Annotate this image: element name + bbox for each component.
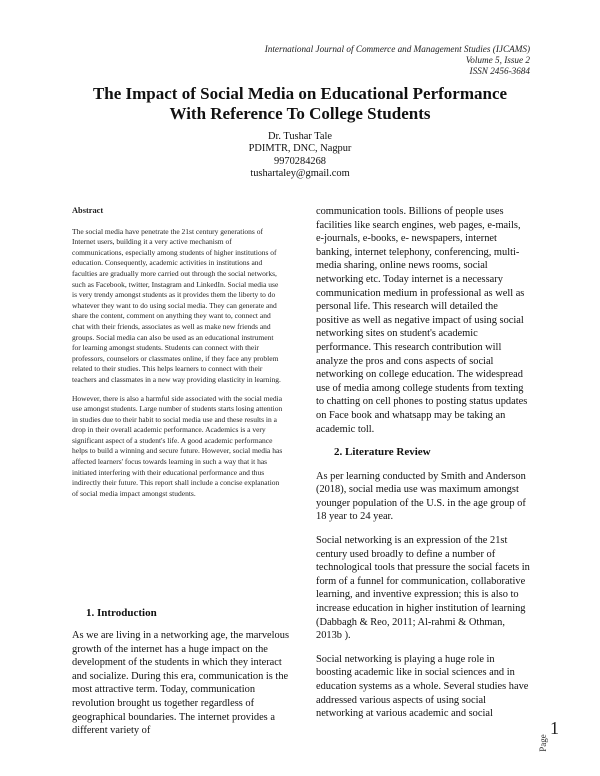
paper-title bbox=[60, 84, 540, 124]
literature-paragraph-3: Social networking is playing a huge role in boosting academic like in social sciences and in education systems as a whole. Several studies have addressed various aspects of using social networking at various academic and social bbox=[316, 653, 529, 720]
intro-continuation-paragraph: communication tools. Billions of people uses facilities like search engines, web pages, e-mails, e-journals, e-books, e- newspapers, internet banking, internet telephony, conferencing, multi-media sharing, online news rooms, social networking etc. Today internet is a necessary communication medium in professional as well as personal life. This research will detailed the positive as well as negative impact of using social networking sites on student's academic performance. This research contribution will analyze the pros and cons aspects of social networking on college education. The widespread use of media among college students from texting to chatting on cell phones to posting status updates on Face book and whatsapp may be taking an academic toll. bbox=[316, 206, 528, 435]
author-block bbox=[60, 131, 540, 181]
literature-review-heading: 2. Literature Review bbox=[334, 446, 431, 459]
abstract-paragraph-2: However, there is also a harmful side associated with the social media use amongst students. Large number of students starts losing attention in studies due to their habit to social media use and these results in a drop in their overall academic performance. Academics is a very significant aspect of a student's life. A good academic performance helps to build a winning and secure future. However, social media has affected learners' focus towards learning in such a way that it has initiated interfering with their educational performance and thus indirectly their future. This report shall include a concise explanation of social media impact amongst students. bbox=[72, 393, 283, 498]
abstract-section bbox=[72, 206, 284, 507]
author-phone: 9970284268 bbox=[274, 155, 326, 167]
right-column bbox=[316, 205, 530, 731]
introduction-paragraph: As we are living in a networking age, the marvelous growth of the internet has a huge impact on the development of the students in which they interact and socialize. During this era, communication is the most attractive term. Today, communication revolution brought us together regardless of geographical boundaries. The internet provides a different variety of bbox=[72, 630, 289, 737]
page-label: Page bbox=[537, 734, 548, 752]
page-number: 1 bbox=[550, 718, 559, 738]
introduction-heading: 1. Introduction bbox=[86, 607, 157, 619]
author-name: Dr. Tushar Tale bbox=[267, 131, 333, 142]
literature-paragraph-2: Social networking is an expression of the 21st century used broadly to define a number of technological tools that pressure the social facets in form of a funnel for communication, collaborative learning, and inventive expression; this is also to increase education in higher institution of learning (Dabbagh & Reo, 2011; Al-rahmi & Othman, 2013b ). bbox=[316, 535, 530, 642]
journal-volume: Volume 5, Issue 2 bbox=[465, 55, 530, 65]
author-affiliation: PDIMTR, DNC, Nagpur bbox=[248, 143, 352, 155]
abstract-paragraph-1: The social media have penetrate the 21st century generations of Internet users, building it a very active mechanism of communications, especially among students of higher institutions of education. Consequently, academic activities in institutions and faculties are gradually more carried out through the social networks, such as Facebook, twitter, Instagram and LinkedIn. Social media use is very trendy amongst students as it provides them the liberty to do whatever they want to do using social media. They can generate and share the content, comment on anything they want to, connect and chat with their friends, associates as well as make new friends and groups. Social media can also be used as an educational instrument for learning amongst students. Students can connect with their professors, counselors or classmates online, if they face any problem related to their studies. This helps learners to connect with their teachers and classmates in a new way providing elasticity in learning. bbox=[72, 226, 281, 384]
title-line-2: With Reference To College Students bbox=[169, 104, 431, 123]
journal-header bbox=[265, 44, 530, 77]
introduction-section bbox=[72, 597, 292, 738]
literature-paragraph-1: As per learning conducted by Smith and Anderson (2018), social media use was maximum amongst younger population of the U.S. in the age group of 18 year to 24 year. bbox=[316, 470, 526, 523]
journal-name: International Journal of Commerce and Management Studies (IJCAMS) bbox=[264, 44, 530, 54]
page-number-marker bbox=[537, 716, 590, 756]
abstract-heading: Abstract bbox=[72, 206, 104, 215]
title-line-1: The Impact of Social Media on Educational Performance bbox=[92, 84, 508, 103]
author-email: tushartaley@gmail.com bbox=[250, 168, 350, 180]
journal-issn: ISSN 2456-3684 bbox=[469, 66, 530, 76]
